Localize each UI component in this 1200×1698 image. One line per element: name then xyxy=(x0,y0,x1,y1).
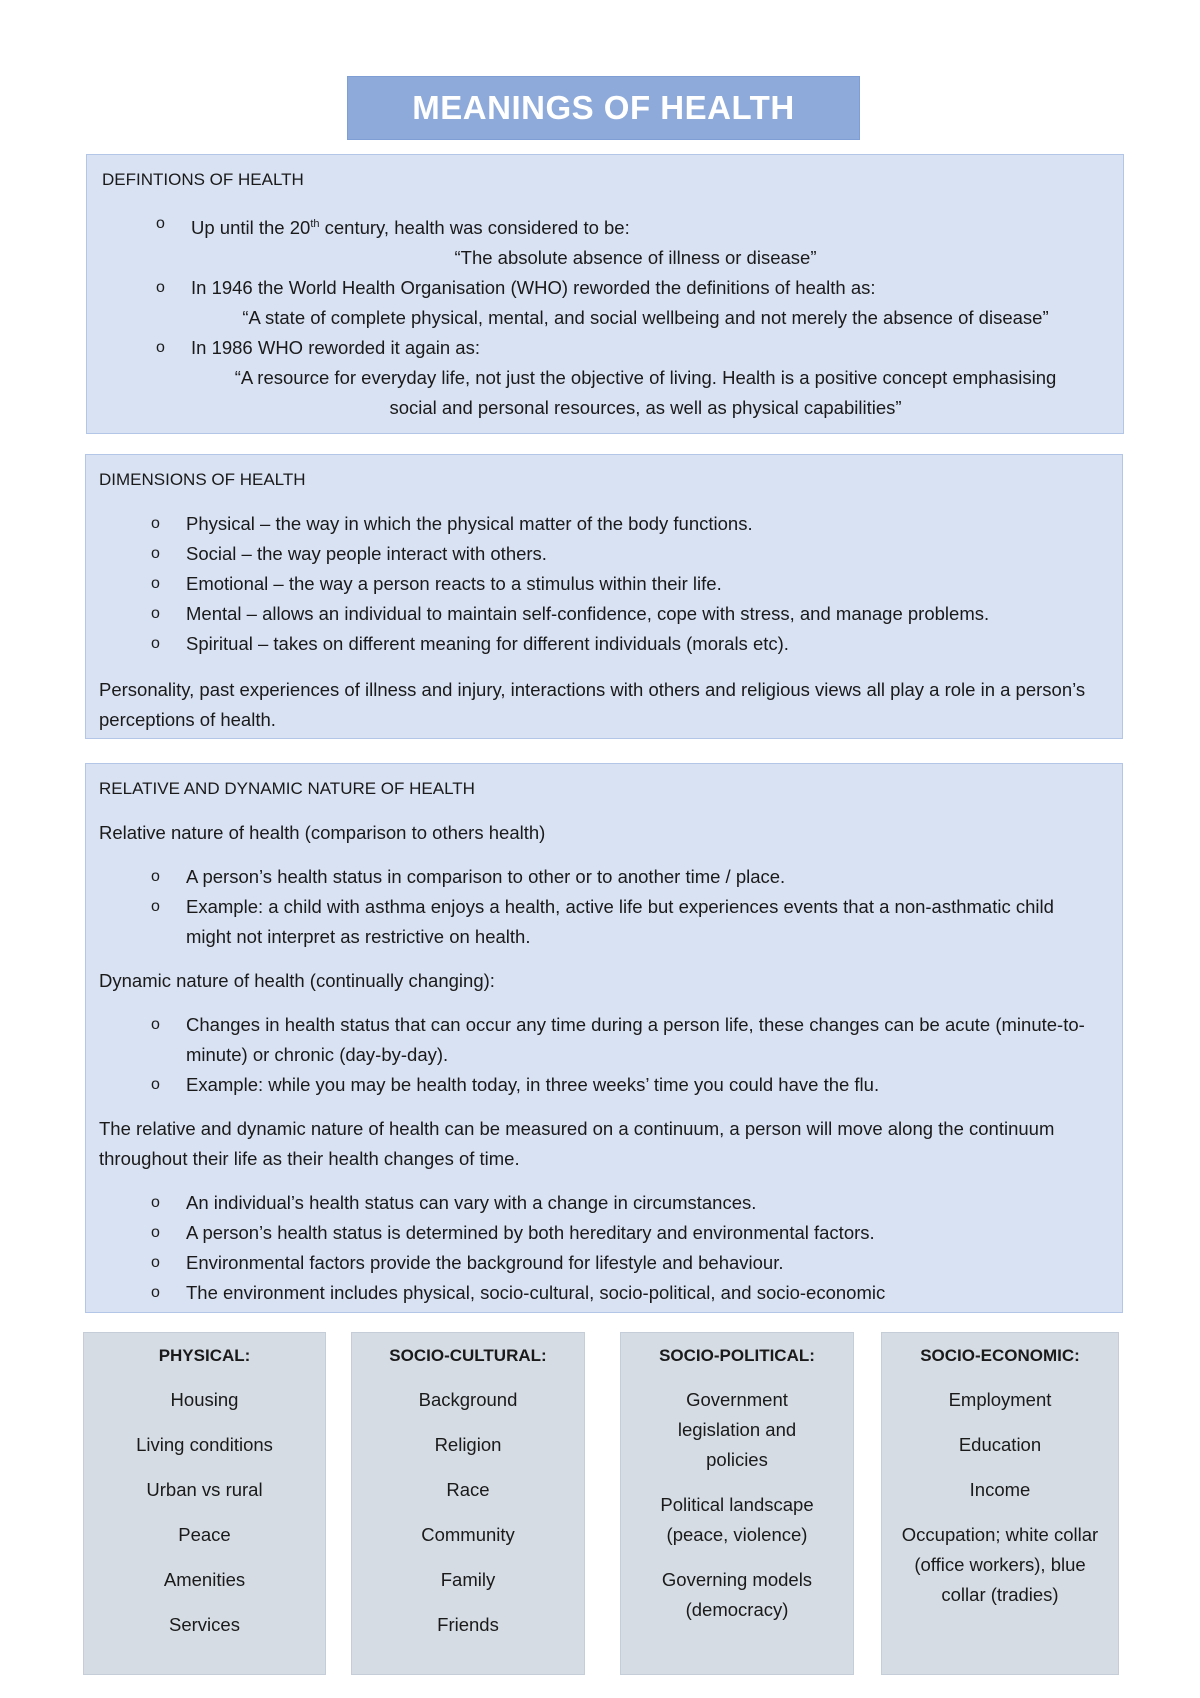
socio-political-column xyxy=(620,1332,854,1675)
definition-item: o In 1946 the World Health Organisation (WHO) reworded the definitions of health as: xyxy=(104,273,1109,303)
dynamic-subheading: Dynamic nature of health (continually changing): xyxy=(99,970,495,991)
column-item: Services xyxy=(169,1614,240,1635)
dimension-item: o Emotional – the way a person reacts to a stimulus within their life. xyxy=(99,569,1108,599)
column-heading: SOCIO-POLITICAL: xyxy=(659,1346,815,1365)
relative-dynamic-section xyxy=(85,763,1123,1313)
column-item: Race xyxy=(446,1479,490,1500)
column-item: Family xyxy=(440,1569,496,1590)
column-item: Political landscape (peace, violence) xyxy=(660,1494,814,1545)
column-heading: SOCIO-ECONOMIC: xyxy=(920,1346,1080,1365)
relative-subheading: Relative nature of health (comparison to others health) xyxy=(99,822,546,843)
definition-item: o Up until the 20th century, health was considered to be: xyxy=(104,209,1109,243)
definitions-section xyxy=(86,154,1124,434)
column-heading: PHYSICAL: xyxy=(158,1346,251,1365)
dimension-item: o Spiritual – takes on different meaning for different individuals (morals etc). xyxy=(99,629,1108,659)
page-title: MEANINGS OF HEALTH xyxy=(347,76,860,140)
continuum-item: o An individual’s health status can vary with a change in circumstances. xyxy=(99,1188,1102,1218)
continuum-item: o Environmental factors provide the background for lifestyle and behaviour. xyxy=(99,1248,1102,1278)
relative-item: o A person’s health status in comparison to other or to another time / place. xyxy=(99,862,1102,892)
column-item: Employment xyxy=(948,1389,1052,1410)
dynamic-item: o Example: while you may be health today, in three weeks’ time you could have the flu. xyxy=(99,1070,1102,1100)
relative-dynamic-heading: RELATIVE AND DYNAMIC NATURE OF HEALTH xyxy=(99,779,475,798)
column-item: Income xyxy=(969,1479,1031,1500)
column-item: Friends xyxy=(437,1614,499,1635)
column-item: Housing xyxy=(170,1389,239,1410)
column-item: Amenities xyxy=(163,1569,246,1590)
column-item: Government legislation and policies xyxy=(677,1389,797,1470)
physical-column xyxy=(83,1332,326,1675)
definition-quote: “The absolute absence of illness or disease” xyxy=(454,247,817,269)
dimensions-heading: DIMENSIONS OF HEALTH xyxy=(99,470,306,489)
socio-cultural-column xyxy=(351,1332,585,1675)
column-item: Living conditions xyxy=(136,1434,273,1455)
continuum-item: o The environment includes physical, socio-cultural, socio-political, and socio-economic xyxy=(99,1278,1102,1308)
dimensions-paragraph: Personality, past experiences of illness and injury, interactions with others and religious views all play a role in a person’s perceptions of health. xyxy=(99,679,1086,730)
column-item: Governing models (democracy) xyxy=(661,1569,813,1620)
definition-quote: social and personal resources, as well as physical capabilities” xyxy=(389,397,902,419)
column-item: Background xyxy=(418,1389,518,1410)
column-item: Community xyxy=(421,1524,515,1545)
dimension-item: o Mental – allows an individual to maintain self-confidence, cope with stress, and manage problems. xyxy=(99,599,1108,629)
dimension-item: o Social – the way people interact with others. xyxy=(99,539,1108,569)
column-item: Religion xyxy=(434,1434,502,1455)
column-item: Occupation; white collar (office workers), blue collar (tradies) xyxy=(901,1524,1099,1605)
dynamic-item: o Changes in health status that can occur any time during a person life, these changes can be acute (minute-to-minute) or chronic (day-by-day). xyxy=(99,1010,1102,1070)
relative-item: o Example: a child with asthma enjoys a health, active life but experiences events that a non-asthmatic child might not interpret as restrictive on health. xyxy=(99,892,1102,952)
continuum-item: o A person’s health status is determined by both hereditary and environmental factors. xyxy=(99,1218,1102,1248)
column-item: Peace xyxy=(178,1524,231,1545)
definition-quote: “A state of complete physical, mental, and social wellbeing and not merely the absence of disease” xyxy=(242,307,1049,329)
dimensions-section xyxy=(85,454,1123,739)
socio-economic-column xyxy=(881,1332,1119,1675)
column-item: Education xyxy=(958,1434,1042,1455)
dimension-item: o Physical – the way in which the physical matter of the body functions. xyxy=(99,509,1108,539)
definitions-heading: DEFINTIONS OF HEALTH xyxy=(102,170,304,189)
definition-item: o In 1986 WHO reworded it again as: xyxy=(104,333,1109,363)
column-heading: SOCIO-CULTURAL: xyxy=(389,1346,547,1365)
column-item: Urban vs rural xyxy=(146,1479,263,1500)
continuum-paragraph: The relative and dynamic nature of health can be measured on a continuum, a person will move along the continuum throughout their life as their health changes of time. xyxy=(99,1118,1055,1169)
definition-quote: “A resource for everyday life, not just the objective of living. Health is a positive concept emphasising xyxy=(234,367,1057,389)
